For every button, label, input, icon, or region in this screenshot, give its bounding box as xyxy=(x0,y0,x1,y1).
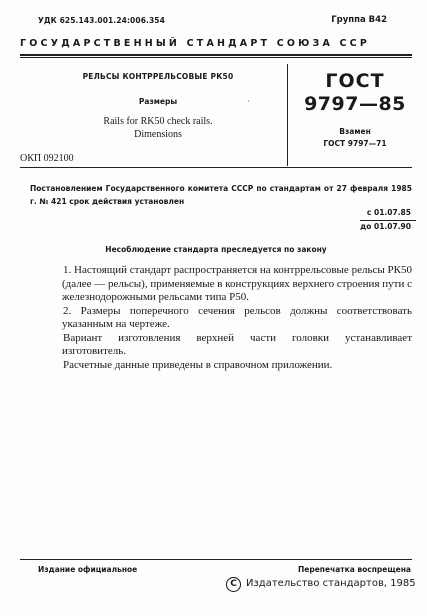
middle-rule xyxy=(20,167,412,168)
decorative-dot: · xyxy=(247,97,250,106)
okp-code: ОКП 092100 xyxy=(20,153,74,164)
replaces-label: Взамен xyxy=(339,127,371,136)
body-text xyxy=(62,264,412,372)
title-divider xyxy=(287,64,288,166)
top-rule-thin xyxy=(20,57,412,58)
decree-text: Постановлением Государственного комитета СССР по стандартам от 27 февраля 1985 г. № 421 срок действия установлен xyxy=(30,184,412,206)
validity-to: до 01.07.90 xyxy=(360,222,411,231)
english-title: Rails for RK50 check rails. xyxy=(103,116,213,127)
copyright-icon: C xyxy=(226,577,241,592)
gost-number: 9797—85 xyxy=(304,93,406,115)
gost-label: ГОСТ xyxy=(325,70,385,92)
validity-from: с 01.07.85 xyxy=(366,208,411,217)
reprint-notice: Перепечатка воспрещена xyxy=(297,565,411,574)
document-subtitle: Размеры xyxy=(138,97,178,106)
top-rule-thick xyxy=(20,54,412,56)
paragraph-3: Вариант изготовления верхней части головки устанавливает изготовитель. xyxy=(62,331,412,357)
bottom-rule xyxy=(20,559,412,560)
group-code: Группа В42 xyxy=(331,15,387,25)
english-subtitle: Dimensions xyxy=(134,129,182,140)
publisher: Издательство стандартов, 1985 xyxy=(246,578,416,589)
document-title: РЕЛЬСЫ КОНТРРЕЛЬСОВЫЕ РК50 xyxy=(82,72,234,81)
paragraph-1: 1. Настоящий стандарт распространяется на контррельсовые рельсы РК50 (далее — рельсы), применяемые в конструкциях верхнего строения пути с железнодорожными рельсами типа Р50. xyxy=(62,264,412,303)
state-standard-heading: ГОСУДАРСТВЕННЫЙ СТАНДАРТ СОЮЗА ССР xyxy=(20,38,371,49)
legal-notice: Несоблюдение стандарта преследуется по закону xyxy=(105,245,327,254)
paragraph-2: 2. Размеры поперечного сечения рельсов должны соответствовать указанным на чертеже. xyxy=(62,304,412,330)
paragraph-4: Расчетные данные приведены в справочном приложении. xyxy=(63,358,333,371)
replaces-value: ГОСТ 9797—71 xyxy=(323,139,387,148)
official-edition: Издание официальное xyxy=(38,565,138,574)
validity-rule xyxy=(360,220,416,221)
udk-code: УДК 625.143.001.24:006.354 xyxy=(38,16,165,25)
